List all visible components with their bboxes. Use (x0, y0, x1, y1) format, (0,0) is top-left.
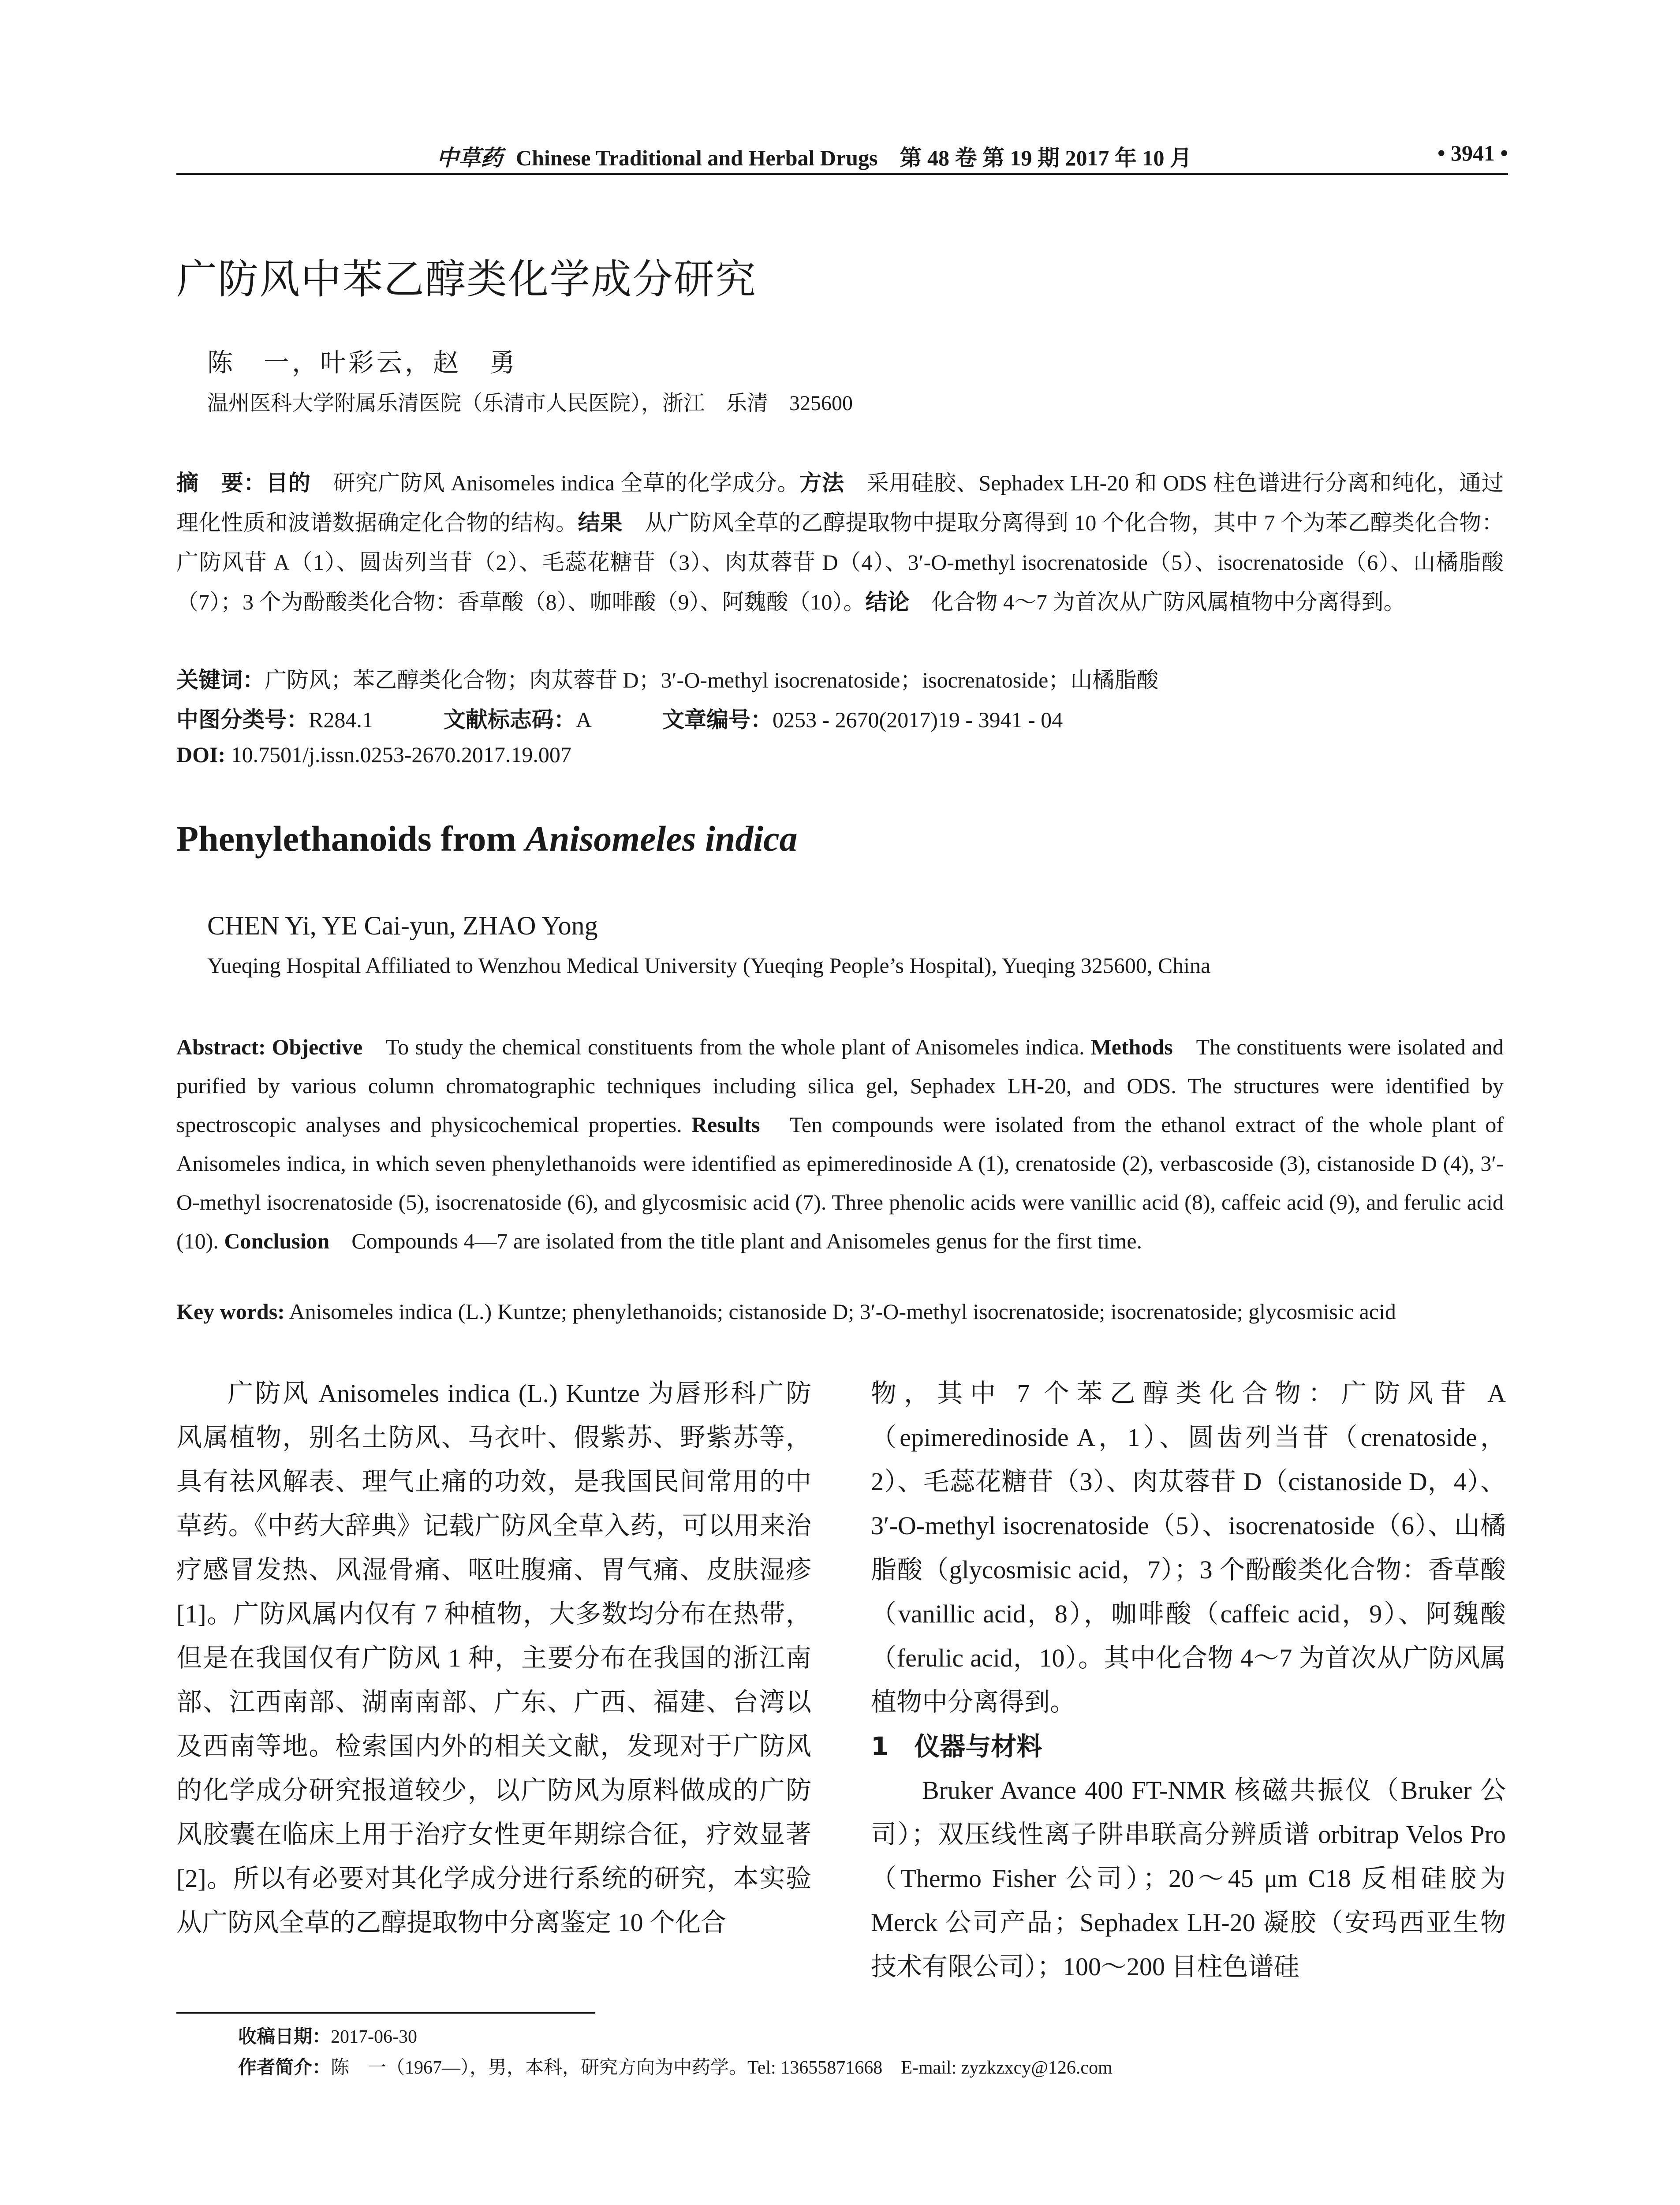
en-keywords-label: Key words: (176, 1299, 285, 1324)
running-header (176, 140, 1508, 176)
en-results: Ten compounds were isolated from the ethanol extract of the whole plant of Anisomeles indica, in which seven phenylethanoids were identified as epimeredinoside A (1), crenatoside (2), verbascoside (3), cistanoside D (4), 3′-O-methyl isocrenatoside (5), isocrenatoside (6), and glycosmisic acid (7). Three phenolic acids were vanillic acid (8), caffeic acid (9), and ferulic acid (10). (176, 1112, 1504, 1253)
cn-classification (176, 702, 1063, 734)
footnote-rule (176, 2012, 595, 2014)
cn-objective-label: 目的 (266, 470, 311, 496)
doi-value: 10.7501/j.issn.0253-2670.2017.19.007 (225, 742, 571, 767)
journal-info (437, 140, 1192, 172)
doi-label: DOI: (176, 742, 226, 767)
en-objective: To study the chemical constituents from the whole plant of Anisomeles indica. (362, 1035, 1091, 1059)
doc-label: 文献标志码： (443, 707, 576, 733)
cn-conclusion: 化合物 4～7 为首次从广防风属植物中分离得到。 (931, 590, 1406, 614)
en-abstract-label: Abstract: Objective (176, 1035, 363, 1059)
en-methods-label: Methods (1090, 1035, 1173, 1059)
en-conclusion-label: Conclusion (224, 1229, 330, 1253)
cn-results: 从广防风全草的乙醇提取物中提取分离得到 10 个化合物，其中 7 个为苯乙醇类化合物：广防风苷 A（1）、圆齿列当苷（2）、毛蕊花糖苷（3）、肉苁蓉苷 D（4）、3′-O-methyl isocrenatoside（5）、isocrenatoside（6）、山橘脂酸（7）；3 个为酚酸类化合物：香草酸（8）、咖啡酸（9）、阿魏酸（10）。 (176, 510, 1504, 614)
cn-methods-label: 方法 (799, 470, 844, 496)
en-abstract (176, 1028, 1504, 1260)
cn-objective: 研究广防风 Anisomeles indica 全草的化学成分。 (310, 471, 800, 495)
body-left-column (176, 1372, 811, 1945)
en-keywords (176, 1299, 1396, 1324)
article-label: 文章编号： (662, 707, 773, 733)
en-title (176, 818, 798, 860)
cn-conclusion-label: 结论 (865, 589, 910, 615)
cn-keywords-label: 关键词： (176, 667, 265, 693)
author-bio: 陈 一（1967—），男，本科，研究方向为中药学。Tel: 13655871668 E-mail: zyzkzxcy@126.com (331, 2058, 1113, 2078)
article-value: 0253 - 2670(2017)19 - 3941 - 04 (772, 707, 1063, 732)
cn-abstract-label: 摘 要： (176, 470, 266, 496)
body-right-column (871, 1372, 1506, 1989)
section-heading: 1 仪器与材料 (871, 1731, 1042, 1761)
cn-results-label: 结果 (578, 510, 623, 535)
journal-name-en: Chinese Traditional and Herbal Drugs 第 48 卷 第 19 期 2017 年 10 月 (516, 146, 1192, 170)
cn-title: 广防风中苯乙醇类化学成分研究 (176, 256, 757, 303)
cn-methods: 采用硅胶、Sephadex LH-20 和 ODS 柱色谱进行分离和纯化，通过理化性质和波谱数据确定化合物的结构。 (176, 471, 1504, 535)
cn-affiliation: 温州医科大学附属乐清医院（乐清市人民医院），浙江 乐清 325600 (207, 392, 853, 415)
en-methods: The constituents were isolated and purified by various column chromatographic techniques including silica gel, Sephadex LH-20, and ODS. The structures were identified by spectroscopic analyses and physicochemical properties. (176, 1035, 1504, 1137)
intro-paragraph-cont: 物，其中 7 个苯乙醇类化合物：广防风苷 A（epimeredinoside A，1）、圆齿列当苷（crenatoside，2）、毛蕊花糖苷（3）、肉苁蓉苷 D（cistanoside D，4）、3′-O-methyl isocrenatoside（5）、isocrenatoside（6）、山橘脂酸（glycosmisic acid，7）；3 个酚酸类化合物：香草酸（vanillic acid，8），咖啡酸（caffeic acid，9）、阿魏酸（ferulic acid，10）。其中化合物 4～7 为首次从广防风属植物中分离得到。 (871, 1379, 1506, 1716)
en-keywords-text: Anisomeles indica (L.) Kuntze; phenylethanoids; cistanoside D; 3′-O-methyl isocrenatoside; isocrenatoside; glycosmisic acid (284, 1299, 1396, 1324)
clc-label: 中图分类号： (176, 707, 309, 733)
clc-value: R284.1 (309, 707, 373, 732)
page-number: • 3941 • (1437, 141, 1508, 165)
cn-keywords-text: 广防风；苯乙醇类化合物；肉苁蓉苷 D；3′-O-methyl isocrenatoside；isocrenatoside；山橘脂酸 (265, 668, 1159, 692)
footnote-author (238, 2053, 1113, 2079)
header-rule (176, 173, 1508, 175)
en-title-plain: Phenylethanoids from (176, 818, 526, 859)
en-authors: CHEN Yi, YE Cai-yun, ZHAO Yong (207, 911, 598, 940)
journal-name-cn: 中草药 (437, 145, 503, 171)
cn-keywords (176, 662, 1158, 694)
received-label: 收稿日期： (238, 2026, 331, 2047)
en-affiliation: Yueqing Hospital Affiliated to Wenzhou Medical University (Yueqing People’s Hospital), Yueqing 325600, China (207, 953, 1211, 978)
en-results-label: Results (691, 1112, 760, 1137)
author-bio-label: 作者简介： (238, 2056, 331, 2078)
en-title-italic: Anisomeles indica (525, 818, 798, 859)
received-date: 2017-06-30 (331, 2027, 417, 2047)
doc-value: A (575, 707, 592, 732)
en-conclusion: Compounds 4—7 are isolated from the title plant and Anisomeles genus for the first time. (329, 1229, 1142, 1253)
cn-abstract (176, 463, 1504, 622)
intro-paragraph: 广防风 Anisomeles indica (L.) Kuntze 为唇形科广防风属植物，别名土防风、马衣叶、假紫苏、野紫苏等，具有祛风解表、理气止痛的功效，是我国民间常用的中草药。《中药大辞典》记载广防风全草入药，可以用来治疗感冒发热、风湿骨痛、呕吐腹痛、胃气痛、皮肤湿疹[1]。广防风属内仅有 7 种植物，大多数均分布在热带，但是在我国仅有广防风 1 种，主要分布在我国的浙江南部、江西南部、湖南南部、广东、广西、福建、台湾以及西南等地。检索国内外的相关文献，发现对于广防风的化学成分研究报道较少，以广防风为原料做成的广防风胶囊在临床上用于治疗女性更年期综合征，疗效显著[2]。所以有必要对其化学成分进行系统的研究，本实验从广防风全草的乙醇提取物中分离鉴定 10 个化合 (176, 1379, 811, 1937)
footnote-received (238, 2022, 417, 2048)
cn-authors: 陈 一，叶彩云，赵 勇 (207, 348, 518, 377)
materials-paragraph: Bruker Avance 400 FT-NMR 核磁共振仪（Bruker 公司）；双压线性离子阱串联高分辨质谱 orbitrap Velos Pro（Thermo Fisher 公司）；20～45 μm C18 反相硅胶为 Merck 公司产品；Sephadex LH-20 凝胶（安玛西亚生物技术有限公司）；100～200 目柱色谱硅 (871, 1776, 1506, 1981)
doi (176, 742, 571, 767)
